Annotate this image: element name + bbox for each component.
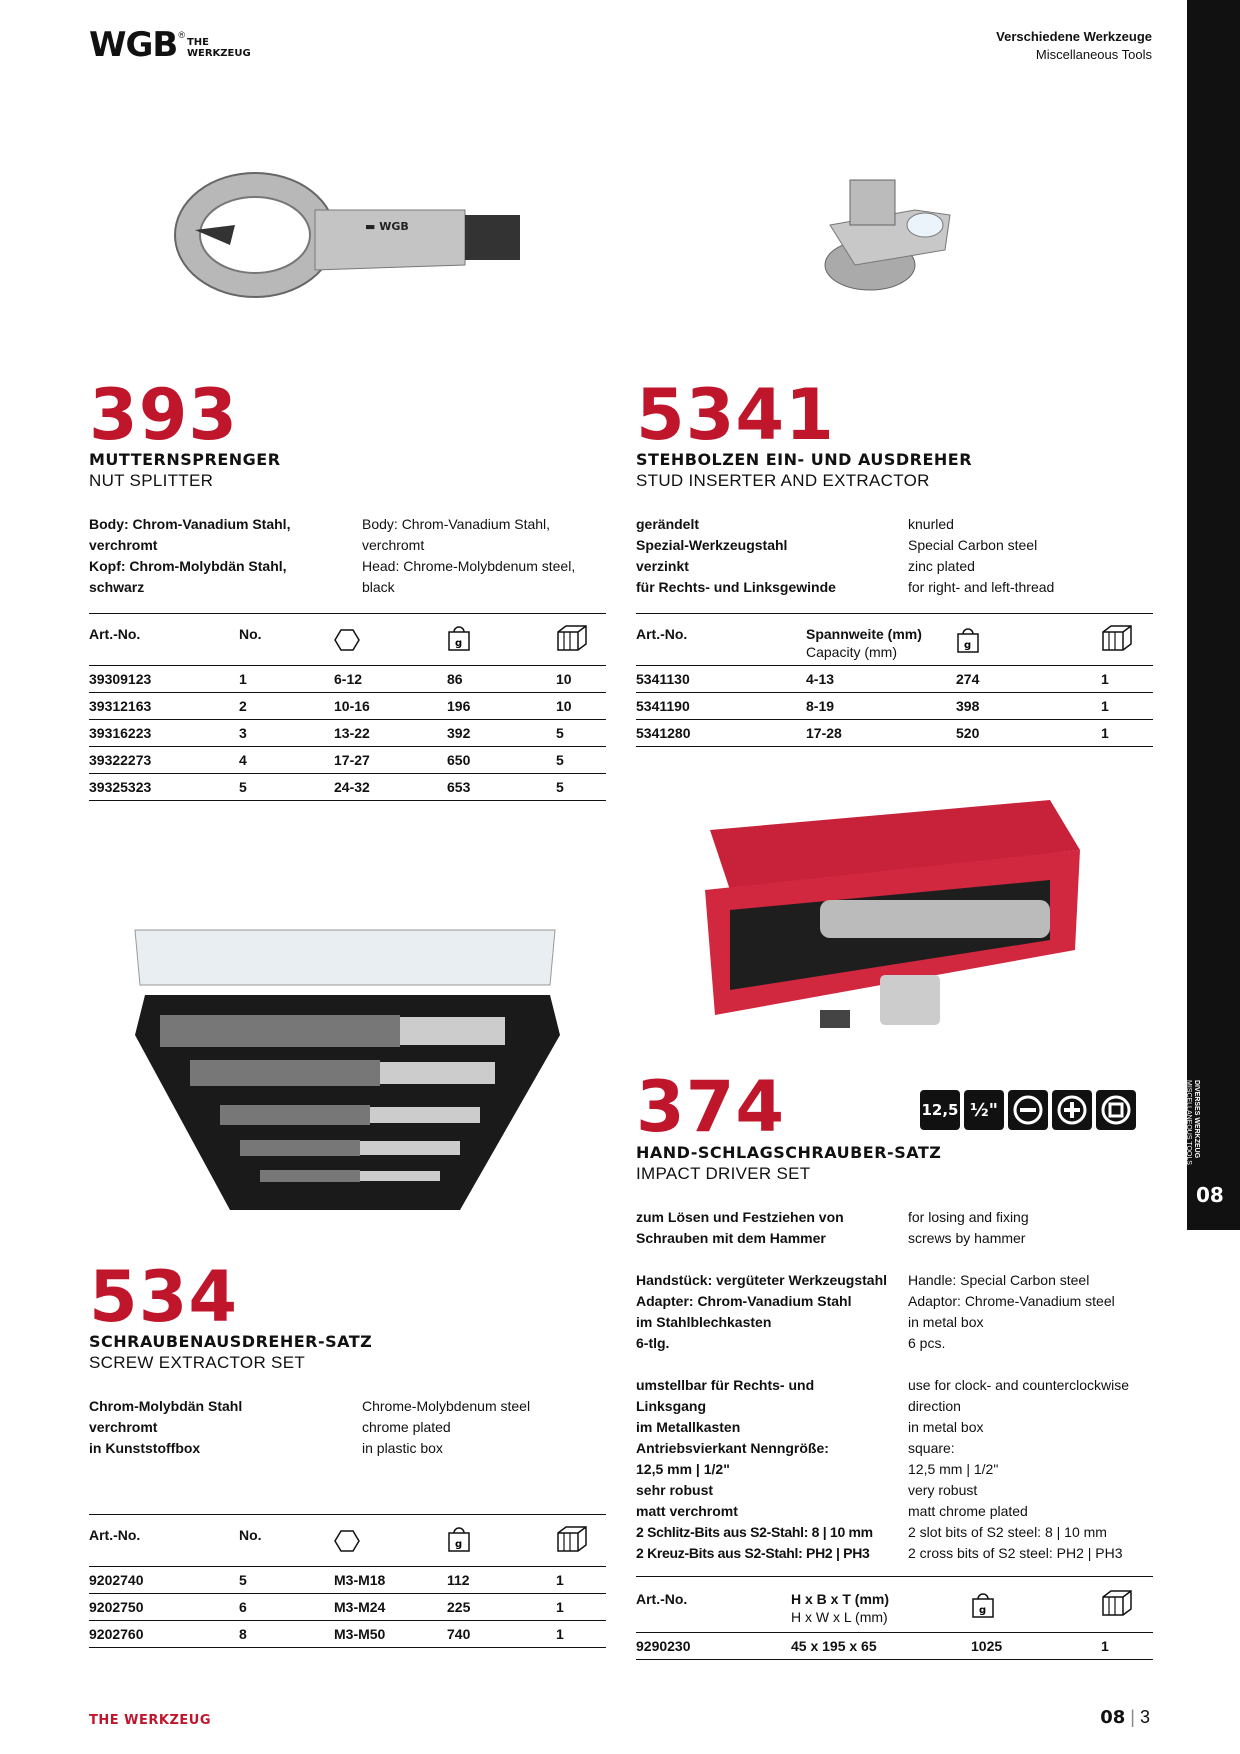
logo-subtitle: THE WERKZEUG (186, 37, 251, 59)
desc-line: in plastic box (362, 1440, 443, 1456)
table-header (636, 1576, 1153, 1633)
product-number-5341: 5341 (636, 374, 835, 456)
table-cell: 274 (956, 671, 980, 687)
table-393 (89, 613, 606, 803)
table-cell: 5341130 (636, 671, 690, 687)
product-title-de: HAND-SCHLAGSCHRAUBER-SATZ (636, 1143, 942, 1162)
desc-line: for right- and left-thread (908, 579, 1055, 595)
category-en: Miscellaneous Tools (1035, 47, 1152, 62)
col-dimensions-de: H x B x T (mm) (791, 1591, 890, 1607)
col-capacity-de: Spannweite (mm) (806, 626, 922, 642)
desc-line: im Metallkasten (636, 1419, 741, 1435)
table-cell: 1 (1101, 1638, 1109, 1654)
table-cell: 17-28 (806, 725, 842, 741)
desc-line: verzinkt (636, 558, 689, 574)
desc-line: very robust (908, 1482, 978, 1498)
desc-line: black (362, 579, 395, 595)
table-cell: 4 (239, 752, 247, 768)
desc-line: Linksgang (636, 1398, 707, 1414)
table-cell: 1 (1101, 725, 1109, 741)
table-cell: M3-M24 (334, 1599, 386, 1615)
desc-line: in metal box (908, 1314, 984, 1330)
desc-line: Chrom-Molybdän Stahl (89, 1398, 243, 1414)
desc-line: Schrauben mit dem Hammer (636, 1230, 826, 1246)
desc-line: im Stahlblechkasten (636, 1314, 772, 1330)
svg-text:g: g (964, 640, 972, 651)
col-dimensions-en: H x W x L (mm) (791, 1609, 888, 1625)
phillips-bit-icon (1052, 1090, 1092, 1130)
table-cell: 653 (447, 779, 471, 795)
desc-line: 12,5 mm | 1/2" (636, 1461, 730, 1477)
table-cell: 39322273 (89, 752, 152, 768)
desc-line: use for clock- and counterclockwise (908, 1377, 1129, 1393)
table-cell: 1 (556, 1626, 564, 1642)
table-cell: 3 (239, 725, 247, 741)
table-cell: 5341280 (636, 725, 691, 741)
desc-line: verchromt (362, 537, 425, 553)
table-cell: 9202740 (89, 1572, 144, 1588)
desc-line: Antriebsvierkant Nenngröße: (636, 1440, 829, 1456)
table-534 (89, 1514, 606, 1654)
table-row (89, 1567, 606, 1594)
square-bit-icon (1096, 1090, 1136, 1130)
package-icon (556, 624, 588, 652)
table-cell: 8-19 (806, 698, 835, 714)
badge-drive-inch: ½" (964, 1090, 1004, 1130)
product-title-en: IMPACT DRIVER SET (636, 1164, 811, 1183)
col-no: No. (239, 1527, 262, 1543)
desc-line: screws by hammer (908, 1230, 1026, 1246)
table-row (89, 666, 606, 693)
weight-icon (956, 626, 980, 654)
desc-line: Head: Chrome-Molybdenum steel, (362, 558, 576, 574)
product-title-de: SCHRAUBENAUSDREHER-SATZ (89, 1332, 373, 1351)
page-number: 08 | 3 (1100, 1707, 1150, 1728)
description-en (908, 1207, 1158, 1564)
table-cell: 10-16 (334, 698, 370, 714)
product-title-en: NUT SPLITTER (89, 471, 214, 490)
table-row (636, 693, 1153, 720)
table-header (89, 613, 606, 666)
description-en (362, 514, 602, 598)
svg-text:g: g (979, 1605, 987, 1616)
table-cell: 6-12 (334, 671, 363, 687)
desc-line: square: (908, 1440, 955, 1456)
table-row (89, 774, 606, 801)
desc-line: verchromt (89, 1419, 158, 1435)
table-cell: 24-32 (334, 779, 370, 795)
table-cell: 8 (239, 1626, 247, 1642)
table-cell: 9202760 (89, 1626, 144, 1642)
table-row (89, 1594, 606, 1621)
svg-text:g: g (455, 1539, 463, 1550)
table-cell: 5 (556, 725, 564, 741)
desc-line: 2 cross bits of S2 steel: PH2 | PH3 (908, 1545, 1123, 1561)
hex-size-icon (334, 628, 360, 652)
table-cell: 10 (556, 698, 572, 714)
col-art-no: Art.-No. (636, 626, 688, 642)
desc-line: Adapter: Chrom-Vanadium Stahl (636, 1293, 852, 1309)
description-en (362, 1396, 602, 1459)
table-cell: 225 (447, 1599, 471, 1615)
product-number-374: 374 (636, 1066, 786, 1148)
table-cell: 9290230 (636, 1638, 691, 1654)
description-en (908, 514, 1148, 598)
desc-line: Spezial-Werkzeugstahl (636, 537, 788, 553)
table-cell: 2 (239, 698, 247, 714)
desc-line: 12,5 mm | 1/2" (908, 1461, 999, 1477)
table-row (89, 693, 606, 720)
desc-line: direction (908, 1398, 961, 1414)
desc-line: 2 slot bits of S2 steel: 8 | 10 mm (908, 1524, 1107, 1540)
chapter-sidebar (1187, 0, 1240, 1230)
impact-driver-set-image (700, 800, 1085, 1060)
table-cell: 17-27 (334, 752, 370, 768)
desc-line: zum Lösen und Festziehen von (636, 1209, 844, 1225)
table-5341 (636, 613, 1153, 748)
table-cell: 196 (447, 698, 471, 714)
table-cell: 6 (239, 1599, 247, 1615)
desc-line: Body: Chrom-Vanadium Stahl, (362, 516, 551, 532)
table-cell: 39316223 (89, 725, 152, 741)
product-number-534: 534 (89, 1256, 239, 1338)
table-row (636, 720, 1153, 747)
desc-line: 2 Schlitz-Bits aus S2-Stahl: 8 | 10 mm (636, 1524, 873, 1540)
weight-icon (447, 624, 471, 652)
table-row (636, 666, 1153, 693)
table-cell: 740 (447, 1626, 471, 1642)
product-number-393: 393 (89, 374, 239, 456)
col-art-no: Art.-No. (89, 626, 141, 642)
desc-line: Chrome-Molybdenum steel (362, 1398, 531, 1414)
product-title-en: STUD INSERTER AND EXTRACTOR (636, 471, 930, 490)
table-cell: M3-M50 (334, 1626, 386, 1642)
desc-line: für Rechts- und Linksgewinde (636, 579, 836, 595)
desc-line: sehr robust (636, 1482, 714, 1498)
description-de (89, 514, 339, 598)
svg-text:▬ WGB: ▬ WGB (365, 220, 409, 233)
package-icon (556, 1525, 588, 1553)
table-cell: 5 (556, 752, 564, 768)
table-cell: 5 (239, 1572, 247, 1588)
table-cell: 1 (1101, 671, 1109, 687)
logo-mark: WGB (89, 25, 178, 65)
desc-line: gerändelt (636, 516, 700, 532)
desc-line: in metal box (908, 1419, 984, 1435)
table-cell: 5 (556, 779, 564, 795)
table-cell: 392 (447, 725, 471, 741)
desc-line: Adaptor: Chrome-Vanadium steel (908, 1293, 1115, 1309)
weight-icon (971, 1591, 995, 1619)
desc-line: in Kunststoffbox (89, 1440, 201, 1456)
category-de: Verschiedene Werkzeuge (996, 29, 1152, 44)
chapter-label (1184, 1080, 1200, 1200)
table-cell: 86 (447, 671, 463, 687)
table-cell: 39309123 (89, 671, 152, 687)
desc-line: verchromt (89, 537, 158, 553)
product-title-en: SCREW EXTRACTOR SET (89, 1353, 306, 1372)
description-de (636, 1207, 906, 1564)
description-de (636, 514, 896, 598)
product-title-de: MUTTERNSPRENGER (89, 450, 281, 469)
screw-extractor-set-image (130, 925, 560, 1220)
col-no: No. (239, 626, 262, 642)
col-art-no: Art.-No. (89, 1527, 141, 1543)
table-cell: 5 (239, 779, 247, 795)
desc-line: Special Carbon steel (908, 537, 1038, 553)
product-title-de: STEHBOLZEN EIN- UND AUSDREHER (636, 450, 973, 469)
table-cell: 13-22 (334, 725, 370, 741)
desc-line: knurled (908, 516, 954, 532)
page-category (996, 28, 1152, 64)
brand-logo (89, 25, 251, 65)
feature-badges (920, 1090, 1136, 1130)
nut-splitter-image (165, 170, 545, 310)
table-cell: 520 (956, 725, 980, 741)
footer-chapter: 08 (1100, 1707, 1126, 1728)
weight-icon (447, 1525, 471, 1553)
svg-text:g: g (455, 638, 463, 649)
package-icon (1101, 1589, 1133, 1617)
table-row (89, 720, 606, 747)
desc-line: Kopf: Chrom-Molybdän Stahl, (89, 558, 287, 574)
desc-line: Handle: Special Carbon steel (908, 1272, 1090, 1288)
chapter-label-de: DIVERSES WERKZEUG (1193, 1080, 1200, 1159)
col-art-no: Art.-No. (636, 1591, 688, 1607)
badge-drive-size: 12,5 (920, 1090, 960, 1130)
table-cell: 1 (556, 1572, 564, 1588)
package-icon (1101, 624, 1133, 652)
table-cell: 650 (447, 752, 471, 768)
chapter-label-en: MISCELLANEOUS TOOLS (1185, 1080, 1192, 1165)
chapter-number: 08 (1196, 1183, 1224, 1207)
stud-extractor-image (815, 170, 965, 300)
registered-mark: ® (178, 30, 185, 40)
description-de (89, 1396, 339, 1459)
desc-line: 6-tlg. (636, 1335, 670, 1351)
table-cell: 4-13 (806, 671, 835, 687)
table-cell: 10 (556, 671, 572, 687)
desc-line: chrome plated (362, 1419, 451, 1435)
footer-brand: THE WERKZEUG (89, 1713, 211, 1728)
desc-line: matt verchromt (636, 1503, 738, 1519)
table-cell: 398 (956, 698, 980, 714)
table-cell: 1 (556, 1599, 564, 1615)
slot-bit-icon (1008, 1090, 1048, 1130)
desc-line: 6 pcs. (908, 1335, 946, 1351)
table-cell: 39312163 (89, 698, 152, 714)
table-cell: 1025 (971, 1638, 1003, 1654)
table-cell: 39325323 (89, 779, 152, 795)
hex-size-icon (334, 1529, 360, 1553)
table-cell: 5341190 (636, 698, 690, 714)
desc-line: zinc plated (908, 558, 975, 574)
desc-line: schwarz (89, 579, 145, 595)
desc-line: for losing and fixing (908, 1209, 1029, 1225)
table-header (89, 1514, 606, 1567)
desc-line: 2 Kreuz-Bits aus S2-Stahl: PH2 | PH3 (636, 1545, 870, 1561)
table-cell: 1 (1101, 698, 1109, 714)
table-cell: 1 (239, 671, 247, 687)
table-374 (636, 1576, 1153, 1666)
desc-line: Body: Chrom-Vanadium Stahl, (89, 516, 291, 532)
table-cell: 9202750 (89, 1599, 144, 1615)
footer-page: 3 (1139, 1707, 1150, 1727)
table-cell: M3-M18 (334, 1572, 386, 1588)
desc-line: Handstück: vergüteter Werkzeugstahl (636, 1272, 888, 1288)
table-row (89, 1621, 606, 1648)
table-cell: 112 (447, 1572, 470, 1588)
table-row (636, 1633, 1153, 1660)
table-header (636, 613, 1153, 666)
desc-line: umstellbar für Rechts- und (636, 1377, 815, 1393)
col-capacity-en: Capacity (mm) (806, 644, 898, 660)
desc-line: matt chrome plated (908, 1503, 1028, 1519)
table-cell: 45 x 195 x 65 (791, 1638, 877, 1654)
table-row (89, 747, 606, 774)
